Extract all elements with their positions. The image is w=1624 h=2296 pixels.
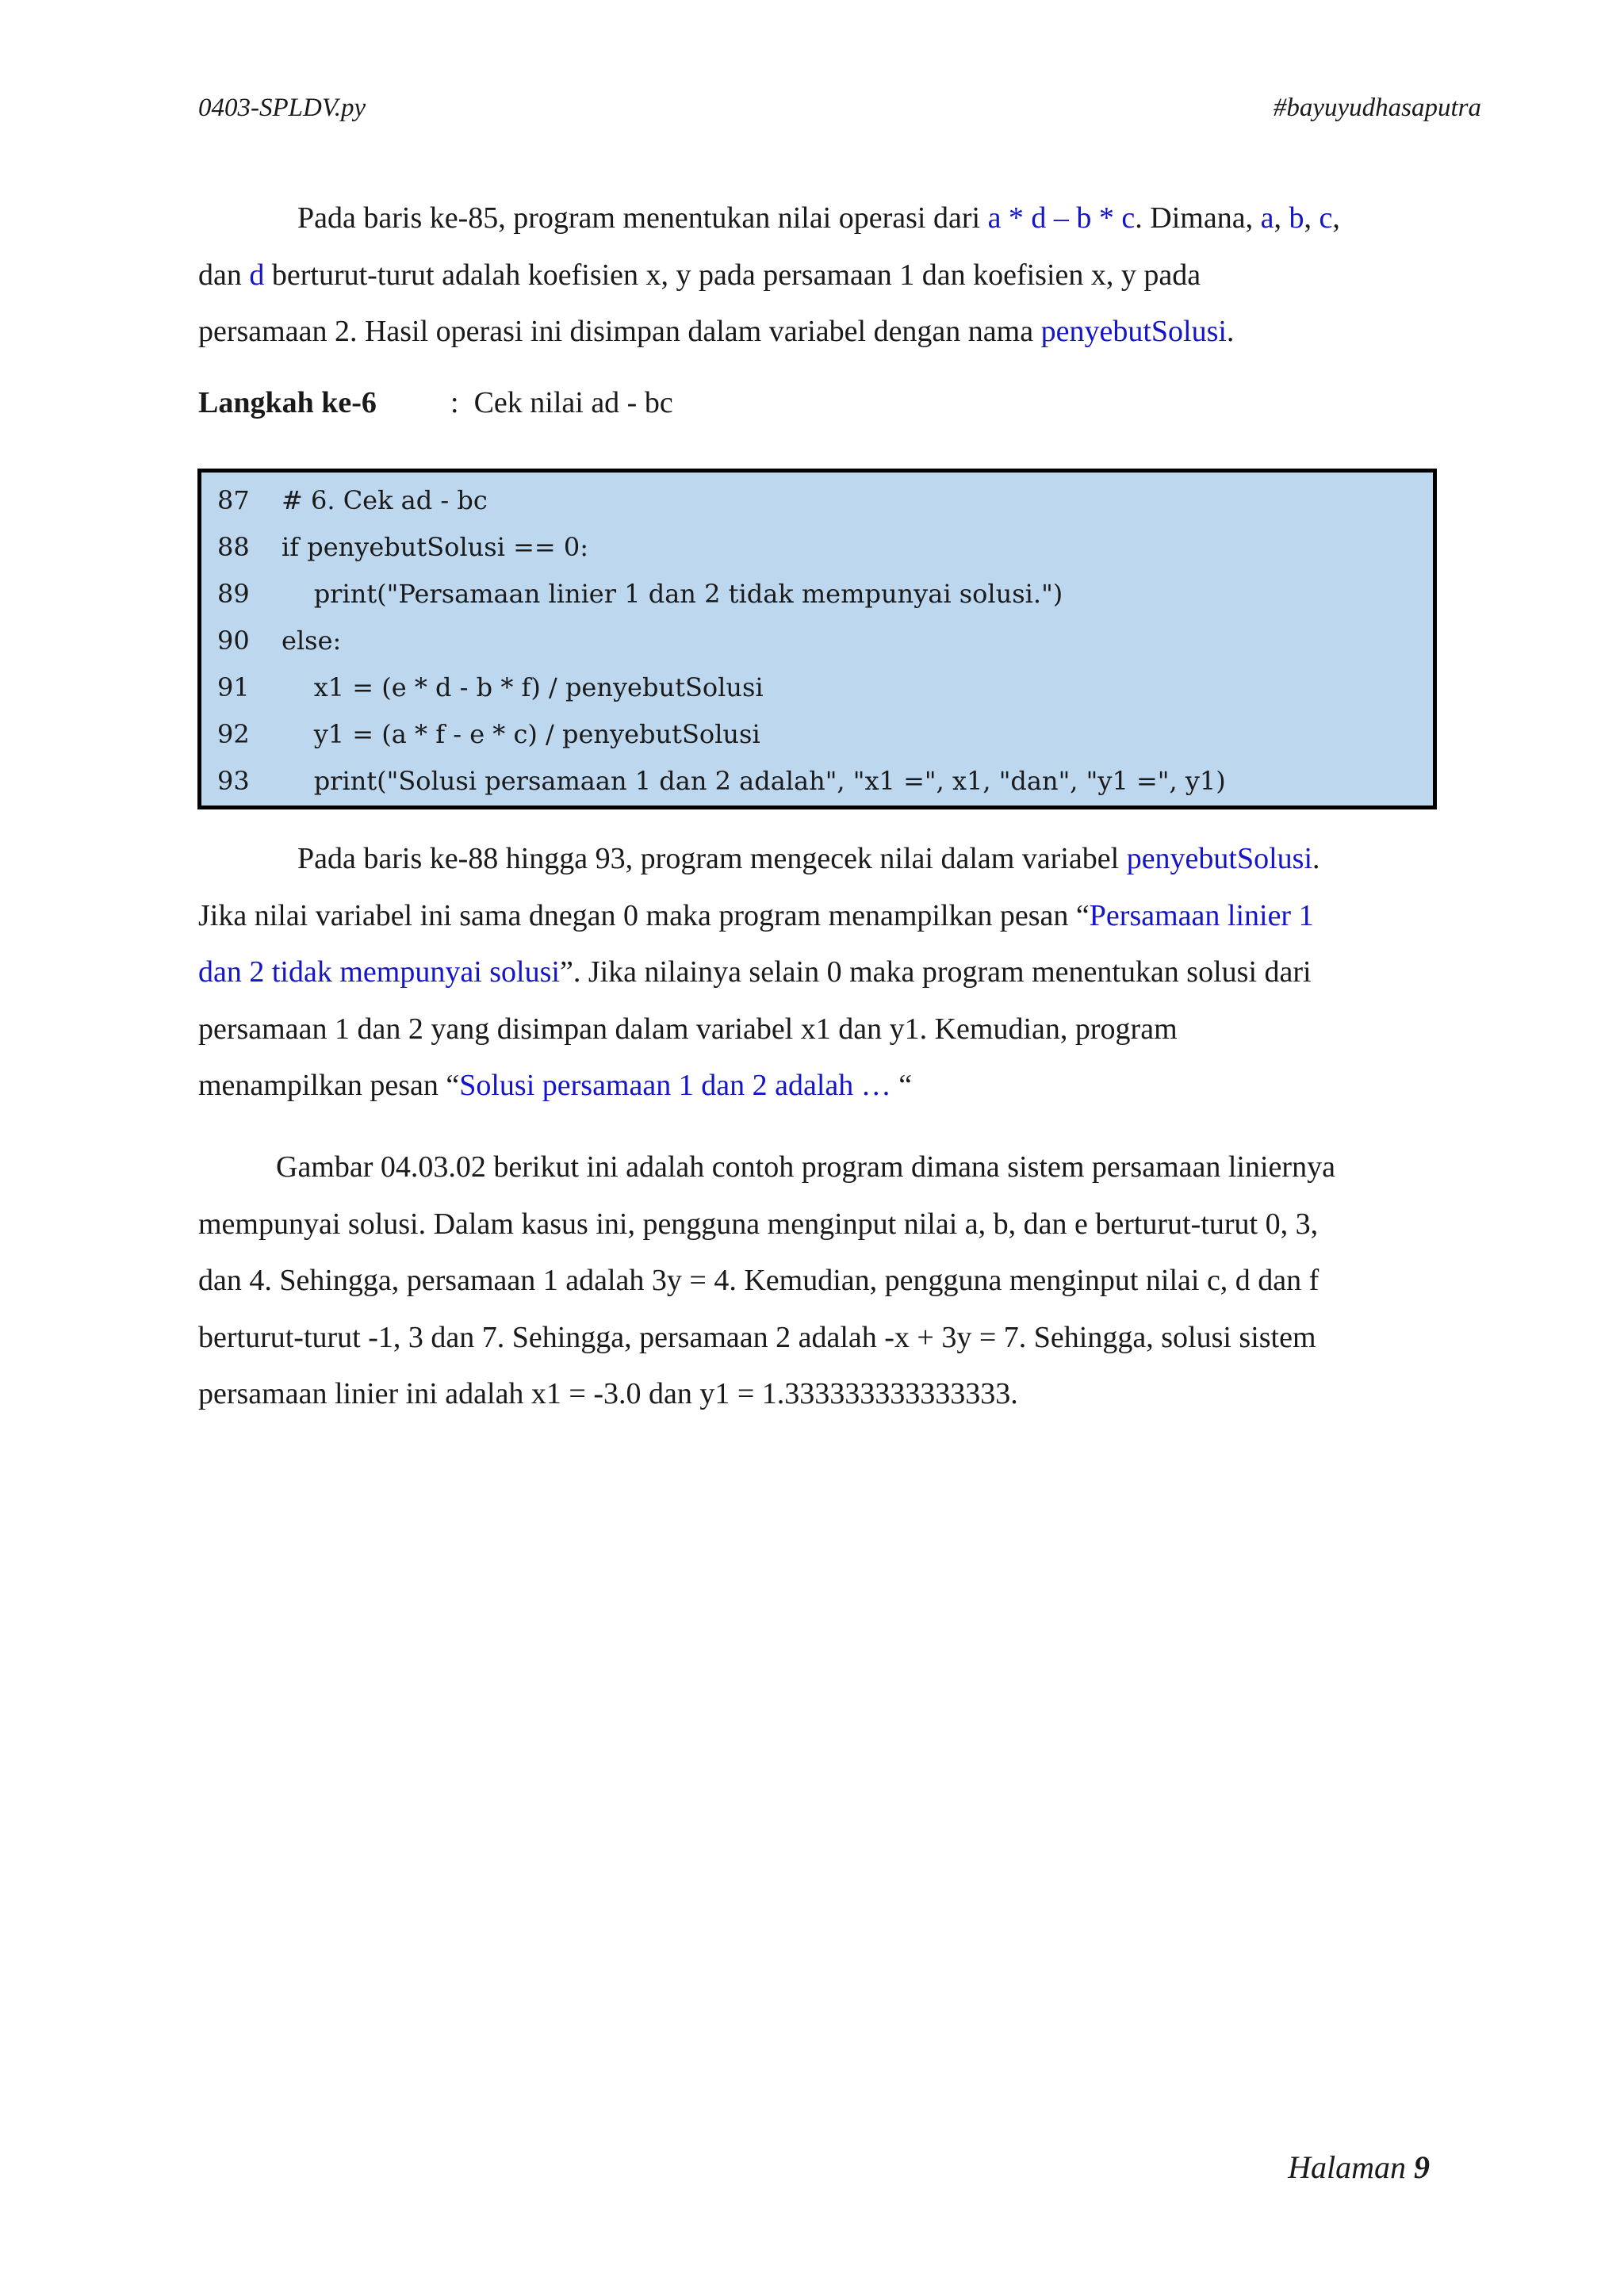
text: persamaan 1 dan 2 yang disimpan dalam variabel x1 dan y1. Kemudian, program (198, 1012, 1178, 1046)
step-label: Langkah ke-6 (198, 386, 377, 419)
code-text: # 6. Cek ad - bc (282, 485, 488, 515)
text: , (1332, 201, 1340, 235)
text: persamaan linier ini adalah x1 = -3.0 dan y1 = 1.333333333333333. (198, 1377, 1018, 1410)
step-heading (198, 385, 673, 420)
var-c: c (1319, 201, 1333, 235)
line-number: 89 (217, 579, 250, 609)
code-text: y1 = (a * f - e * c) / penyebutSolusi (282, 719, 760, 749)
text: mempunyai solusi. Dalam kasus ini, pengguna menginput nilai a, b, dan e berturut-turut 0, 3, (198, 1207, 1319, 1241)
text: ”. Jika nilainya selain 0 maka program menentukan solusi dari (559, 955, 1312, 989)
paragraph-1 (198, 190, 1443, 361)
text: . Dimana, (1135, 201, 1261, 235)
code-text: if penyebutSolusi == 0: (282, 532, 589, 562)
line-number: 91 (217, 672, 250, 702)
message-text: Persamaan linier 1 (1089, 898, 1314, 932)
line-number: 88 (217, 532, 250, 562)
variable-name: penyebutSolusi (1126, 842, 1313, 875)
line-number: 87 (217, 485, 250, 515)
var-b: b (1289, 201, 1304, 235)
page-number (1288, 2149, 1430, 2186)
text: “ (891, 1069, 913, 1102)
header-author: #bayuyudhasaputra (1273, 94, 1481, 122)
text: Gambar 04.03.02 berikut ini adalah contoh program dimana sistem persamaan liniernya (276, 1150, 1335, 1184)
code-text: print("Persamaan linier 1 dan 2 tidak mempunyai solusi.") (282, 579, 1063, 609)
text: berturut-turut -1, 3 dan 7. Sehingga, persamaan 2 adalah -x + 3y = 7. Sehingga, solusi sistem (198, 1320, 1316, 1354)
line-number: 93 (217, 766, 250, 796)
text: dan 4. Sehingga, persamaan 1 adalah 3y = 4. Kemudian, pengguna menginput nilai c, d dan f (198, 1264, 1320, 1297)
text: Pada baris ke-88 hingga 93, program mengecek nilai dalam variabel (297, 842, 1127, 875)
text: , (1304, 201, 1320, 235)
page-label: Halaman (1288, 2149, 1406, 2185)
text: , (1274, 201, 1289, 235)
variable-name: penyebutSolusi (1040, 315, 1227, 348)
text: dan (198, 258, 250, 292)
message-text: Solusi persamaan 1 dan 2 adalah … (459, 1069, 891, 1102)
expression: a * d – b * c (987, 201, 1136, 235)
text: Pada baris ke-85, program menentukan nilai operasi dari (297, 201, 988, 235)
var-d: d (249, 258, 265, 292)
text: . (1226, 315, 1235, 348)
paragraph-2 (198, 831, 1443, 1115)
var-a: a (1260, 201, 1274, 235)
text: persamaan 2. Hasil operasi ini disimpan dalam variabel dengan nama (198, 315, 1041, 348)
code-text: else: (282, 626, 342, 656)
header-filename: 0403-SPLDV.py (198, 94, 366, 122)
code-text: print("Solusi persamaan 1 dan 2 adalah", "x1 =", x1, "dan", "y1 =", y1) (282, 766, 1226, 796)
step-description (450, 385, 673, 420)
text: berturut-turut adalah koefisien x, y pada persamaan 1 dan koefisien x, y pada (264, 258, 1201, 292)
code-listing (197, 469, 1437, 809)
code-text: x1 = (e * d - b * f) / penyebutSolusi (282, 672, 764, 702)
page-value: 9 (1414, 2149, 1430, 2185)
text: . (1312, 842, 1320, 875)
line-number: 92 (217, 719, 250, 749)
text: Jika nilai variabel ini sama dnegan 0 maka program menampilkan pesan “ (198, 898, 1090, 932)
message-text: dan 2 tidak mempunyai solusi (198, 955, 560, 989)
paragraph-3 (198, 1139, 1443, 1423)
line-number: 90 (217, 626, 250, 656)
step-text: Cek nilai ad - bc (473, 386, 673, 419)
separator: : (450, 386, 459, 419)
text: menampilkan pesan “ (198, 1069, 460, 1102)
